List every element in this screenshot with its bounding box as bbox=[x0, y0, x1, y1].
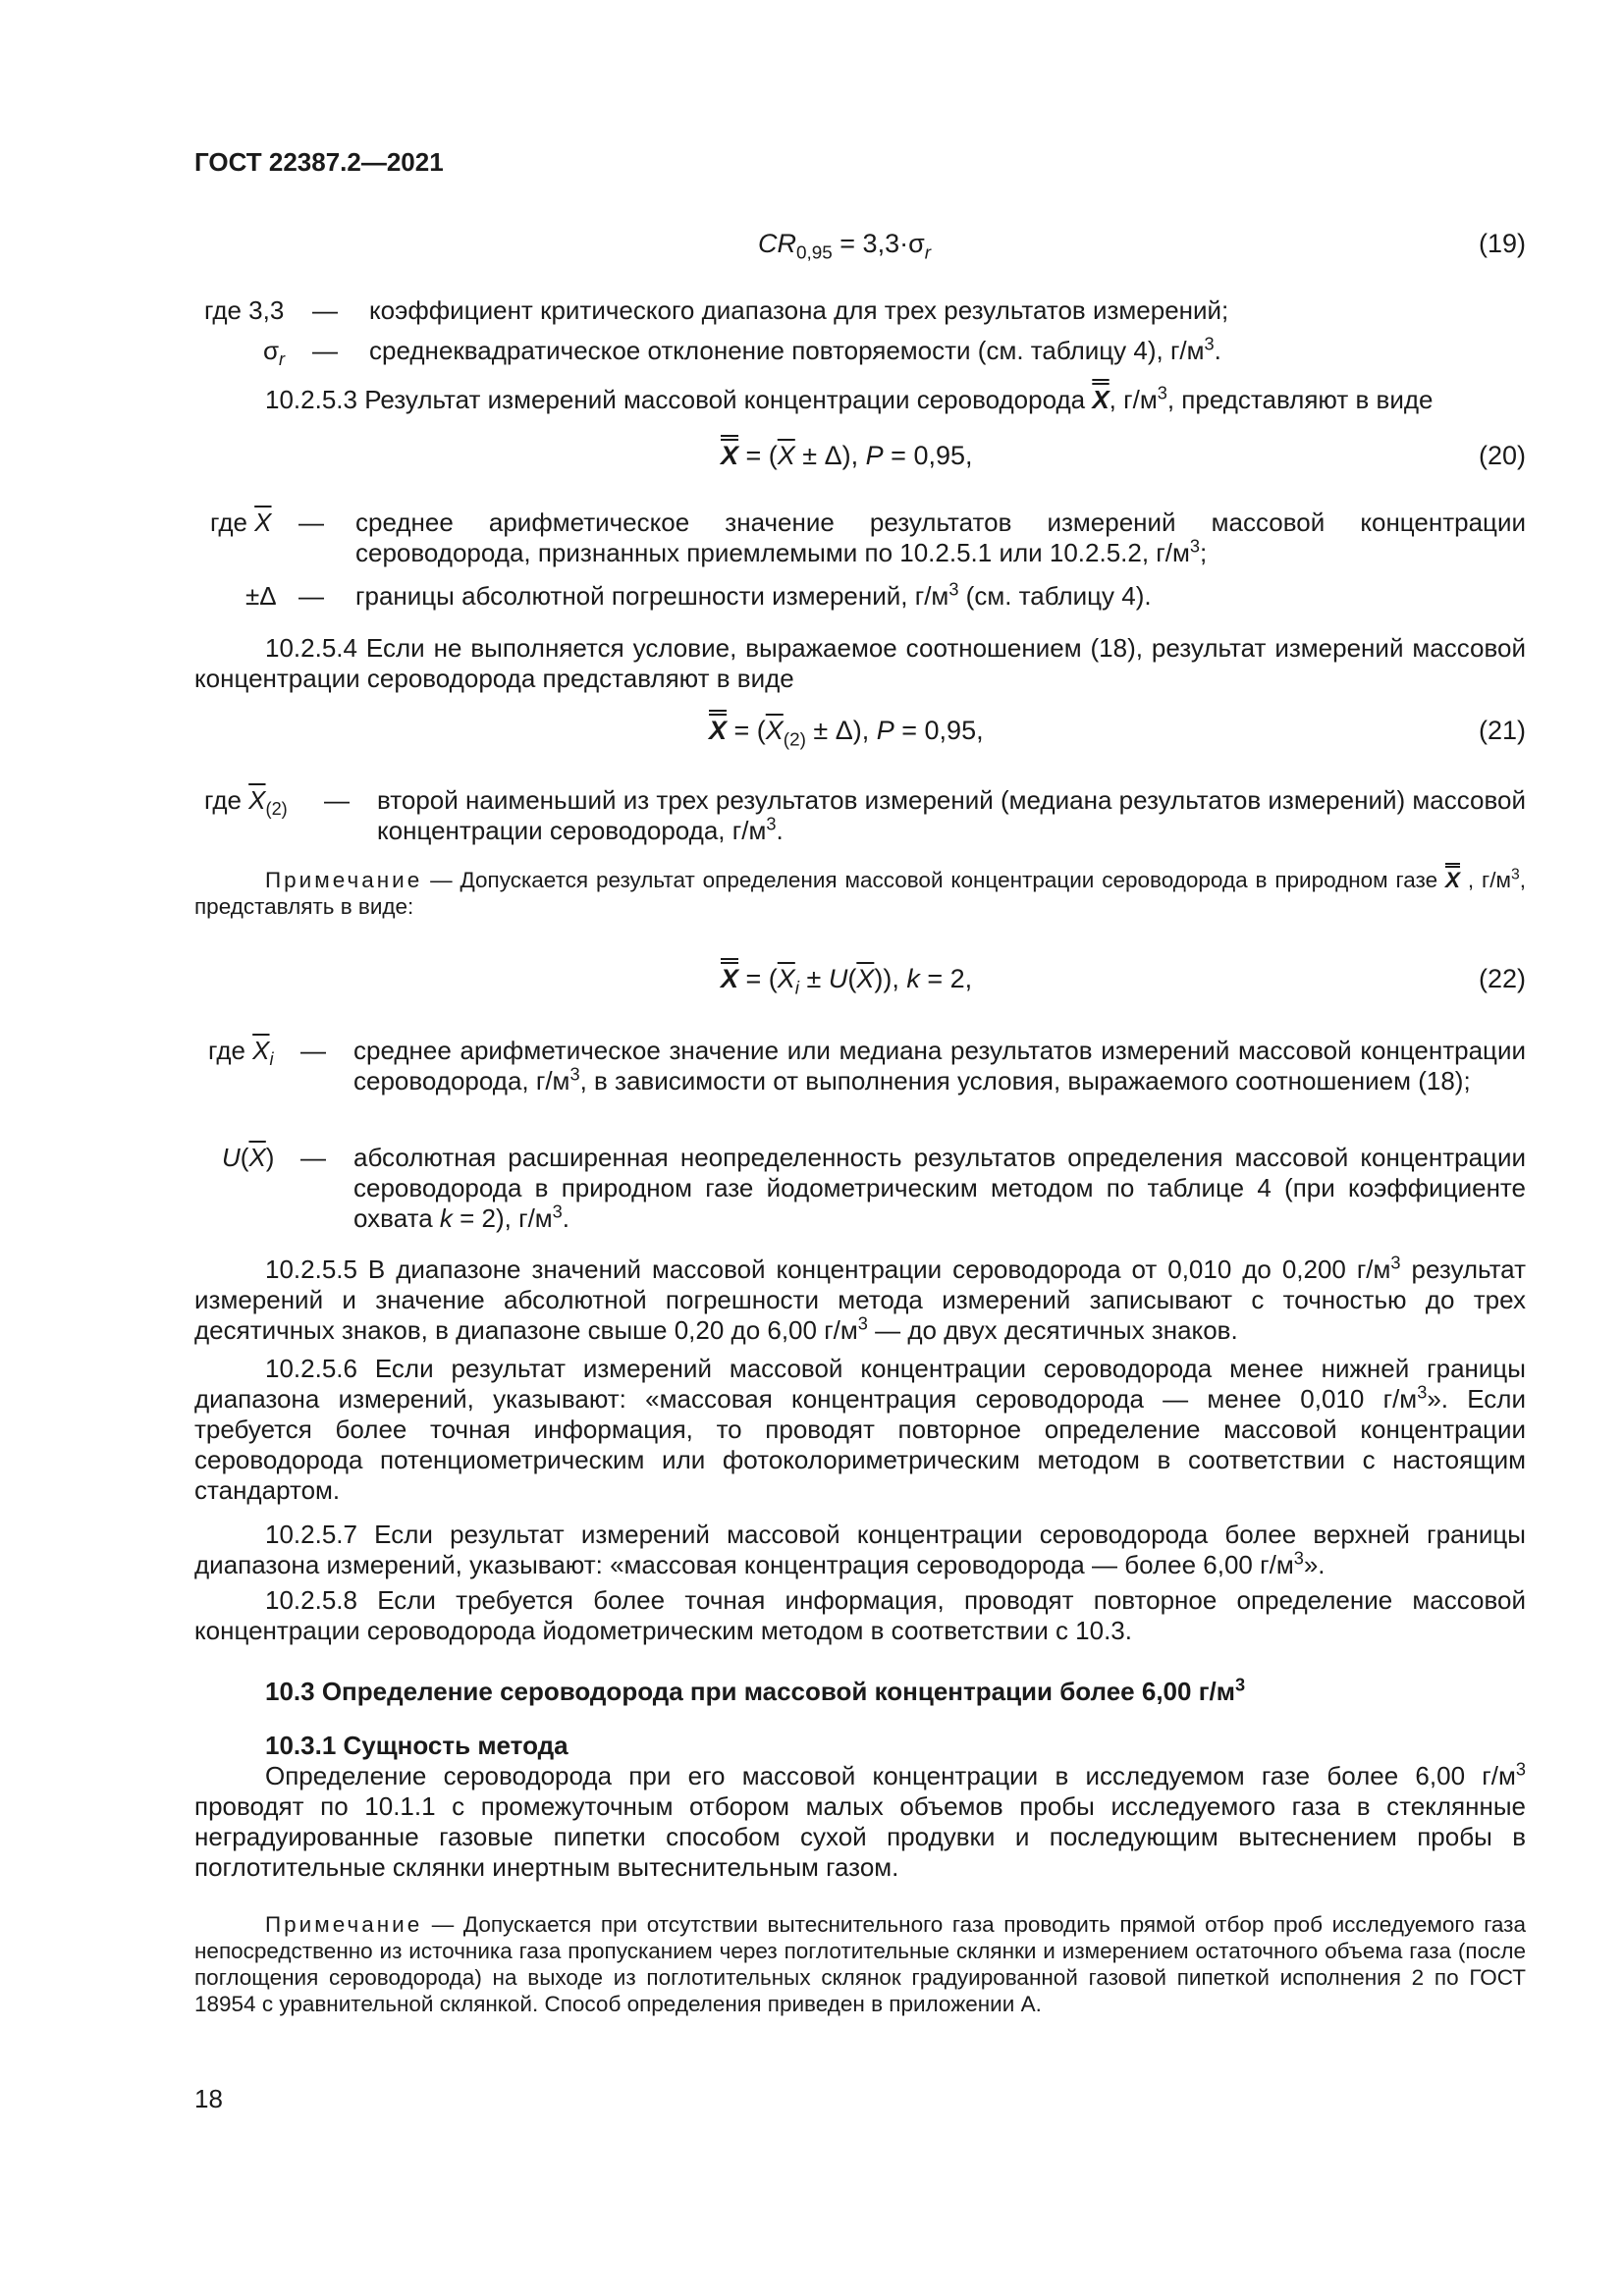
where21-dash: — bbox=[324, 785, 350, 815]
note-1: Примечание — Допускается результат определения массовой концентрации сероводорода в природном газе X , $г/м^3$, представлять в виде: bbox=[194, 866, 1526, 919]
where21-text: второй наименьший из трех результатов измерений (медиана результатов измерений) массовой концентрации сероводорода, $г/м^3$. bbox=[377, 785, 1526, 845]
where19-term-1: где 3,3 bbox=[204, 295, 285, 325]
equation-19: $CR_{0,95} = 3,3\cdot\sigma_r$ bbox=[758, 229, 932, 264]
equation-21-number: (21) bbox=[1478, 716, 1526, 745]
paragraph-10-2-5-8: 10.2.5.8 Если требуется более точная информация, проводят повторное определение массовой концентрации сероводорода йодометрическим методом в соответствии с 10.3. bbox=[194, 1585, 1526, 1645]
paragraph-10-2-5-4: 10.2.5.4 Если не выполняется условие, выражаемое соотношением (18), результат измерений массовой концентрации сероводорода представляют в виде bbox=[194, 633, 1526, 693]
equation-22: $X = (\overline{X}_i \pm U(\overline{X}))$, k = 2, bbox=[721, 964, 973, 999]
where22-term-2: $U(\overline{X})$ bbox=[222, 1143, 275, 1172]
section-heading-10-3-1: 10.3.1 Сущность метода bbox=[265, 1731, 568, 1760]
where20-term-2: ±Δ bbox=[245, 581, 277, 611]
equation-22-number: (22) bbox=[1478, 964, 1526, 993]
paragraph-10-3-1: Определение сероводорода при его массовой концентрации в исследуемом газе более 6,00 $г/м^3$ проводят по 10.1.1 с промежуточным отбором малых объемов пробы исследуемого газа в стеклянные неградуированные газовые пипетки способом сухой продувки и последующим вытеснением пробы в поглотительные склянки инертным вытеснительным газом. bbox=[194, 1759, 1526, 1882]
where22-dash-2: — bbox=[300, 1143, 326, 1172]
paragraph-10-2-5-7: 10.2.5.7 Если результат измерений массовой концентрации сероводорода более верхней границы диапазона измерений, указывают: «массовая концентрация сероводорода — более 6,00 $г/м^3$». bbox=[194, 1520, 1526, 1579]
where20-text-2: границы абсолютной погрешности измерений, $г/м^3$ (см. таблицу 4). bbox=[355, 579, 1152, 611]
where20-term-1: где $\overline{X}$ bbox=[210, 507, 272, 537]
where21-term: где $\overline{X}_{(2)}$ bbox=[204, 785, 288, 820]
paragraph-10-2-5-3: 10.2.5.3 Результат измерений массовой концентрации сероводорода X, $г/м^3$, представляют в виде bbox=[265, 383, 1434, 414]
where22-dash-1: — bbox=[300, 1036, 326, 1065]
note-2: Примечание — Допускается при отсутствии вытеснительного газа проводить прямой отбор проб исследуемого газа непосредственно из источника газа пропусканием через поглотительные склянки и измерением остаточного объема газа (после поглощения сероводорода) на выходе из поглотительных склянок градуированной газовой пипеткой исполнения 2 по ГОСТ 18954 с уравнительной склянкой. Способ определения приведен в приложении А. bbox=[194, 1912, 1526, 2016]
page-number: 18 bbox=[194, 2084, 223, 2113]
where19-dash-1: — bbox=[312, 295, 338, 325]
where19-text-2: среднеквадратическое отклонение повторяемости (см. таблицу 4), $г/м^3$. bbox=[369, 334, 1221, 365]
section-heading-10-3: 10.3 Определение сероводорода при массовой концентрации более 6,00 $г/м^3$ bbox=[265, 1675, 1246, 1706]
document-title: ГОСТ 22387.2—2021 bbox=[194, 147, 444, 177]
where20-dash-2: — bbox=[298, 581, 324, 611]
equation-20-number: (20) bbox=[1478, 441, 1526, 470]
where22-text-2: абсолютная расширенная неопределенность результатов определения массовой концентрации сероводорода в природном газе йодометрическим методом по таблице 4 (при коэффициенте охвата k = 2), $г/м^3$. bbox=[353, 1143, 1526, 1233]
where20-text-1: среднее арифметическое значение результатов измерений массовой концентрации сероводорода, признанных приемлемыми по 10.2.5.1 или 10.2.5.2, $г/м^3$; bbox=[355, 507, 1526, 567]
equation-20: $X = (\overline{X} \pm \Delta)$, P = 0,95, bbox=[721, 441, 973, 470]
paragraph-10-2-5-6: 10.2.5.6 Если результат измерений массовой концентрации сероводорода менее нижней границы диапазона измерений, указывают: «массовая концентрация сероводорода — менее 0,010 $г/м^3$». Если требуется более точная информация, то проводят повторное определение массовой концентрации сероводорода потенциометрическим или фотоколориметрическим методом в соответствии с настоящим стандартом. bbox=[194, 1354, 1526, 1505]
where22-term-1: где $\overline{X}_i$ bbox=[208, 1036, 274, 1070]
where19-term-2: $\sigma_r$ bbox=[263, 336, 286, 370]
equation-21: $X = (\overline{X}_{(2)} \pm \Delta)$, P = 0,95, bbox=[709, 716, 984, 751]
where20-dash-1: — bbox=[298, 507, 324, 537]
paragraph-10-2-5-5: 10.2.5.5 В диапазоне значений массовой концентрации сероводорода от 0,010 до 0,200 $г/м^3$ результат измерений и значение абсолютной погрешности метода измерений записывают с точностью до трех десятичных знаков, в диапазоне свыше 0,20 до 6,00 $г/м^3$ — до двух десятичных знаков. bbox=[194, 1253, 1526, 1345]
equation-19-number: (19) bbox=[1478, 229, 1526, 258]
where19-dash-2: — bbox=[312, 336, 338, 365]
where22-text-1: среднее арифметическое значение или медиана результатов измерений массовой концентрации сероводорода, $г/м^3$, в зависимости от выполнения условия, выражаемого соотношением (18); bbox=[353, 1036, 1526, 1095]
where19-text-1: коэффициент критического диапазона для трех результатов измерений; bbox=[369, 295, 1229, 325]
